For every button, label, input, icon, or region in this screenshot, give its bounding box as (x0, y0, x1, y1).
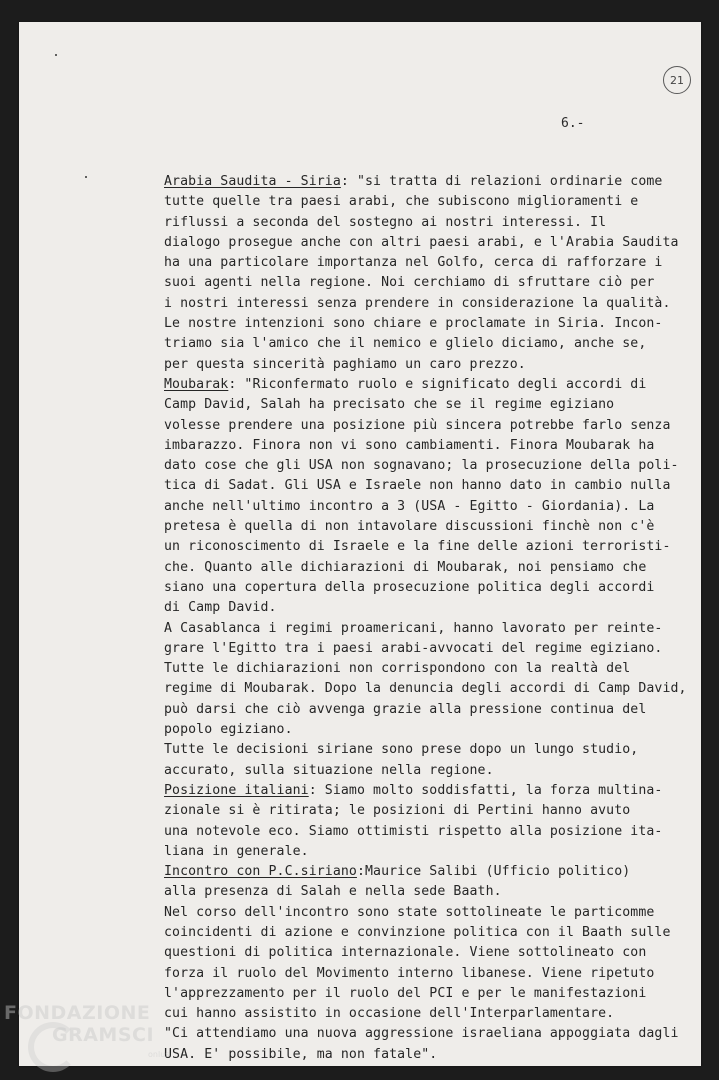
text-line (164, 679, 704, 699)
line-text: suoi agenti nella regione. Noi cerchiamo di sfruttare ciò per (164, 275, 655, 291)
text-line (164, 558, 704, 578)
speck (85, 176, 87, 178)
text-line (164, 456, 704, 476)
text-line (164, 1024, 704, 1044)
line-text: questioni di politica internazionale. Viene sottolineato con (164, 945, 647, 961)
section-heading: Moubarak (164, 376, 229, 392)
line-text: siano una copertura della prosecuzione politica degli accordi (164, 579, 655, 595)
line-text: "Ci attendiamo una nuova aggressione israeliana appoggiata dagli (164, 1026, 679, 1042)
line-text: zionale si è ritirata; le posizioni di Pertini hanno avuto (164, 803, 631, 819)
text-line (164, 416, 704, 436)
speck (55, 54, 57, 56)
text-line (164, 233, 704, 253)
line-text: : "Riconfermato ruolo e significato degli accordi di (228, 376, 647, 392)
text-line (164, 1004, 704, 1024)
line-text: Le nostre intenzioni sono chiare e proclamate in Siria. Incon- (164, 316, 663, 332)
text-line (164, 720, 704, 740)
text-line (164, 517, 704, 537)
line-text: coincidenti di azione e convinzione politica con il Baath sulle (164, 924, 671, 940)
archive-number-stamp: 21 (663, 66, 691, 94)
text-line (164, 273, 704, 293)
text-line (164, 395, 704, 415)
line-text: triamo sia l'amico che il nemico e glielo diciamo, anche se, (164, 336, 647, 352)
line-text: alla presenza di Salah e nella sede Baath. (164, 884, 502, 900)
text-line (164, 700, 704, 720)
line-text: pretesa è quella di non intavolare discussioni finchè non c'è (164, 519, 655, 535)
line-text: cui hanno assistito in occasione dell'Interparlamentare. (164, 1006, 615, 1022)
line-text: volesse prendere una posizione più sincera potrebbe farlo senza (164, 417, 671, 433)
text-line (164, 882, 704, 902)
text-line (164, 537, 704, 557)
archive-watermark (4, 1002, 204, 1080)
text-line (164, 436, 704, 456)
text-line (164, 862, 704, 882)
typed-text-body (164, 172, 704, 1065)
line-text: che. Quanto alle dichiarazioni di Moubarak, noi pensiamo che (164, 559, 647, 575)
text-line (164, 172, 704, 192)
line-text: Tutte le decisioni siriane sono prese dopo un lungo studio, (164, 742, 639, 758)
line-text: riflussi a seconda del sostegno ai nostri interessi. Il (164, 214, 607, 230)
line-text: dialogo prosegue anche con altri paesi arabi, e l'Arabia Saudita (164, 234, 679, 250)
line-text: USA. E' possibile, ma non fatale". (164, 1046, 438, 1062)
text-line (164, 497, 704, 517)
line-text: liana in generale. (164, 843, 309, 859)
text-line (164, 740, 704, 760)
text-line (164, 314, 704, 334)
line-text: una notevole eco. Siamo ottimisti rispetto alla posizione ita- (164, 823, 663, 839)
text-line (164, 375, 704, 395)
text-line (164, 476, 704, 496)
watermark-line-1: FONDAZIONE (4, 1002, 151, 1024)
line-text: un riconoscimento di Israele e la fine delle azioni terroristi- (164, 539, 671, 555)
line-text: i nostri interessi senza prendere in considerazione la qualità. (164, 295, 671, 311)
text-line (164, 781, 704, 801)
line-text: popolo egiziano. (164, 722, 293, 738)
text-line (164, 294, 704, 314)
text-line (164, 355, 704, 375)
line-text: di Camp David. (164, 600, 277, 616)
line-text: accurato, sulla situazione nella regione. (164, 762, 494, 778)
watermark-line-3: onlus (148, 1050, 170, 1059)
text-line (164, 192, 704, 212)
line-text: Tutte le dichiarazioni non corrispondono con la realtà del (164, 661, 631, 677)
line-text: dato cose che gli USA non sognavano; la prosecuzione della poli- (164, 458, 679, 474)
text-line (164, 334, 704, 354)
line-text: grare l'Egitto tra i paesi arabi-avvocati del regime egiziano. (164, 640, 663, 656)
text-line (164, 761, 704, 781)
line-text: regime di Moubarak. Dopo la denuncia degli accordi di Camp David, (164, 681, 687, 697)
text-line (164, 984, 704, 1004)
line-text: forza il ruolo del Movimento interno libanese. Viene ripetuto (164, 965, 655, 981)
text-line (164, 943, 704, 963)
line-text: tutte quelle tra paesi arabi, che subiscono miglioramenti e (164, 194, 639, 210)
text-line (164, 253, 704, 273)
line-text: per questa sincerità paghiamo un caro prezzo. (164, 356, 526, 372)
line-text: : "si tratta di relazioni ordinarie come (340, 174, 663, 189)
text-line (164, 964, 704, 984)
text-line (164, 213, 704, 233)
text-line (164, 578, 704, 598)
text-line (164, 598, 704, 618)
watermark-line-2: GRAMSCI (52, 1024, 155, 1046)
line-text: l'apprezzamento per il ruolo del PCI e per le manifestazioni (164, 985, 647, 1001)
section-heading: Incontro con P.C.siriano (164, 864, 357, 880)
line-text: : Siamo molto soddisfatti, la forza multina- (308, 782, 663, 798)
line-text: Nel corso dell'incontro sono state sottolineate le particomme (164, 904, 655, 920)
page-number: 6.- (561, 116, 585, 131)
text-line (164, 1045, 704, 1065)
line-text: anche nell'ultimo incontro a 3 (USA - Egitto - Giordania). La (164, 498, 655, 514)
line-text: può darsi che ciò avvenga grazie alla pressione continua del (164, 701, 647, 717)
line-text: imbarazzo. Finora non vi sono cambiamenti. Finora Moubarak ha (164, 437, 655, 453)
text-line (164, 842, 704, 862)
section-heading: Arabia Saudita - Siria (164, 174, 341, 189)
section-heading: Posizione italiani (164, 782, 309, 798)
text-line (164, 659, 704, 679)
text-line (164, 801, 704, 821)
text-line (164, 923, 704, 943)
line-text: tica di Sadat. Gli USA e Israele non hanno dato in cambio nulla (164, 478, 671, 494)
text-line (164, 822, 704, 842)
text-line (164, 903, 704, 923)
line-text: :Maurice Salibi (Ufficio politico) (356, 864, 631, 880)
line-text: A Casablanca i regimi proamericani, hanno lavorato per reinte- (164, 620, 663, 636)
text-line (164, 619, 704, 639)
line-text: ha una particolare importanza nel Golfo, cerca di rafforzare i (164, 255, 663, 271)
line-text: Camp David, Salah ha precisato che se il regime egiziano (164, 397, 615, 413)
document-page (19, 22, 701, 1066)
text-line (164, 639, 704, 659)
